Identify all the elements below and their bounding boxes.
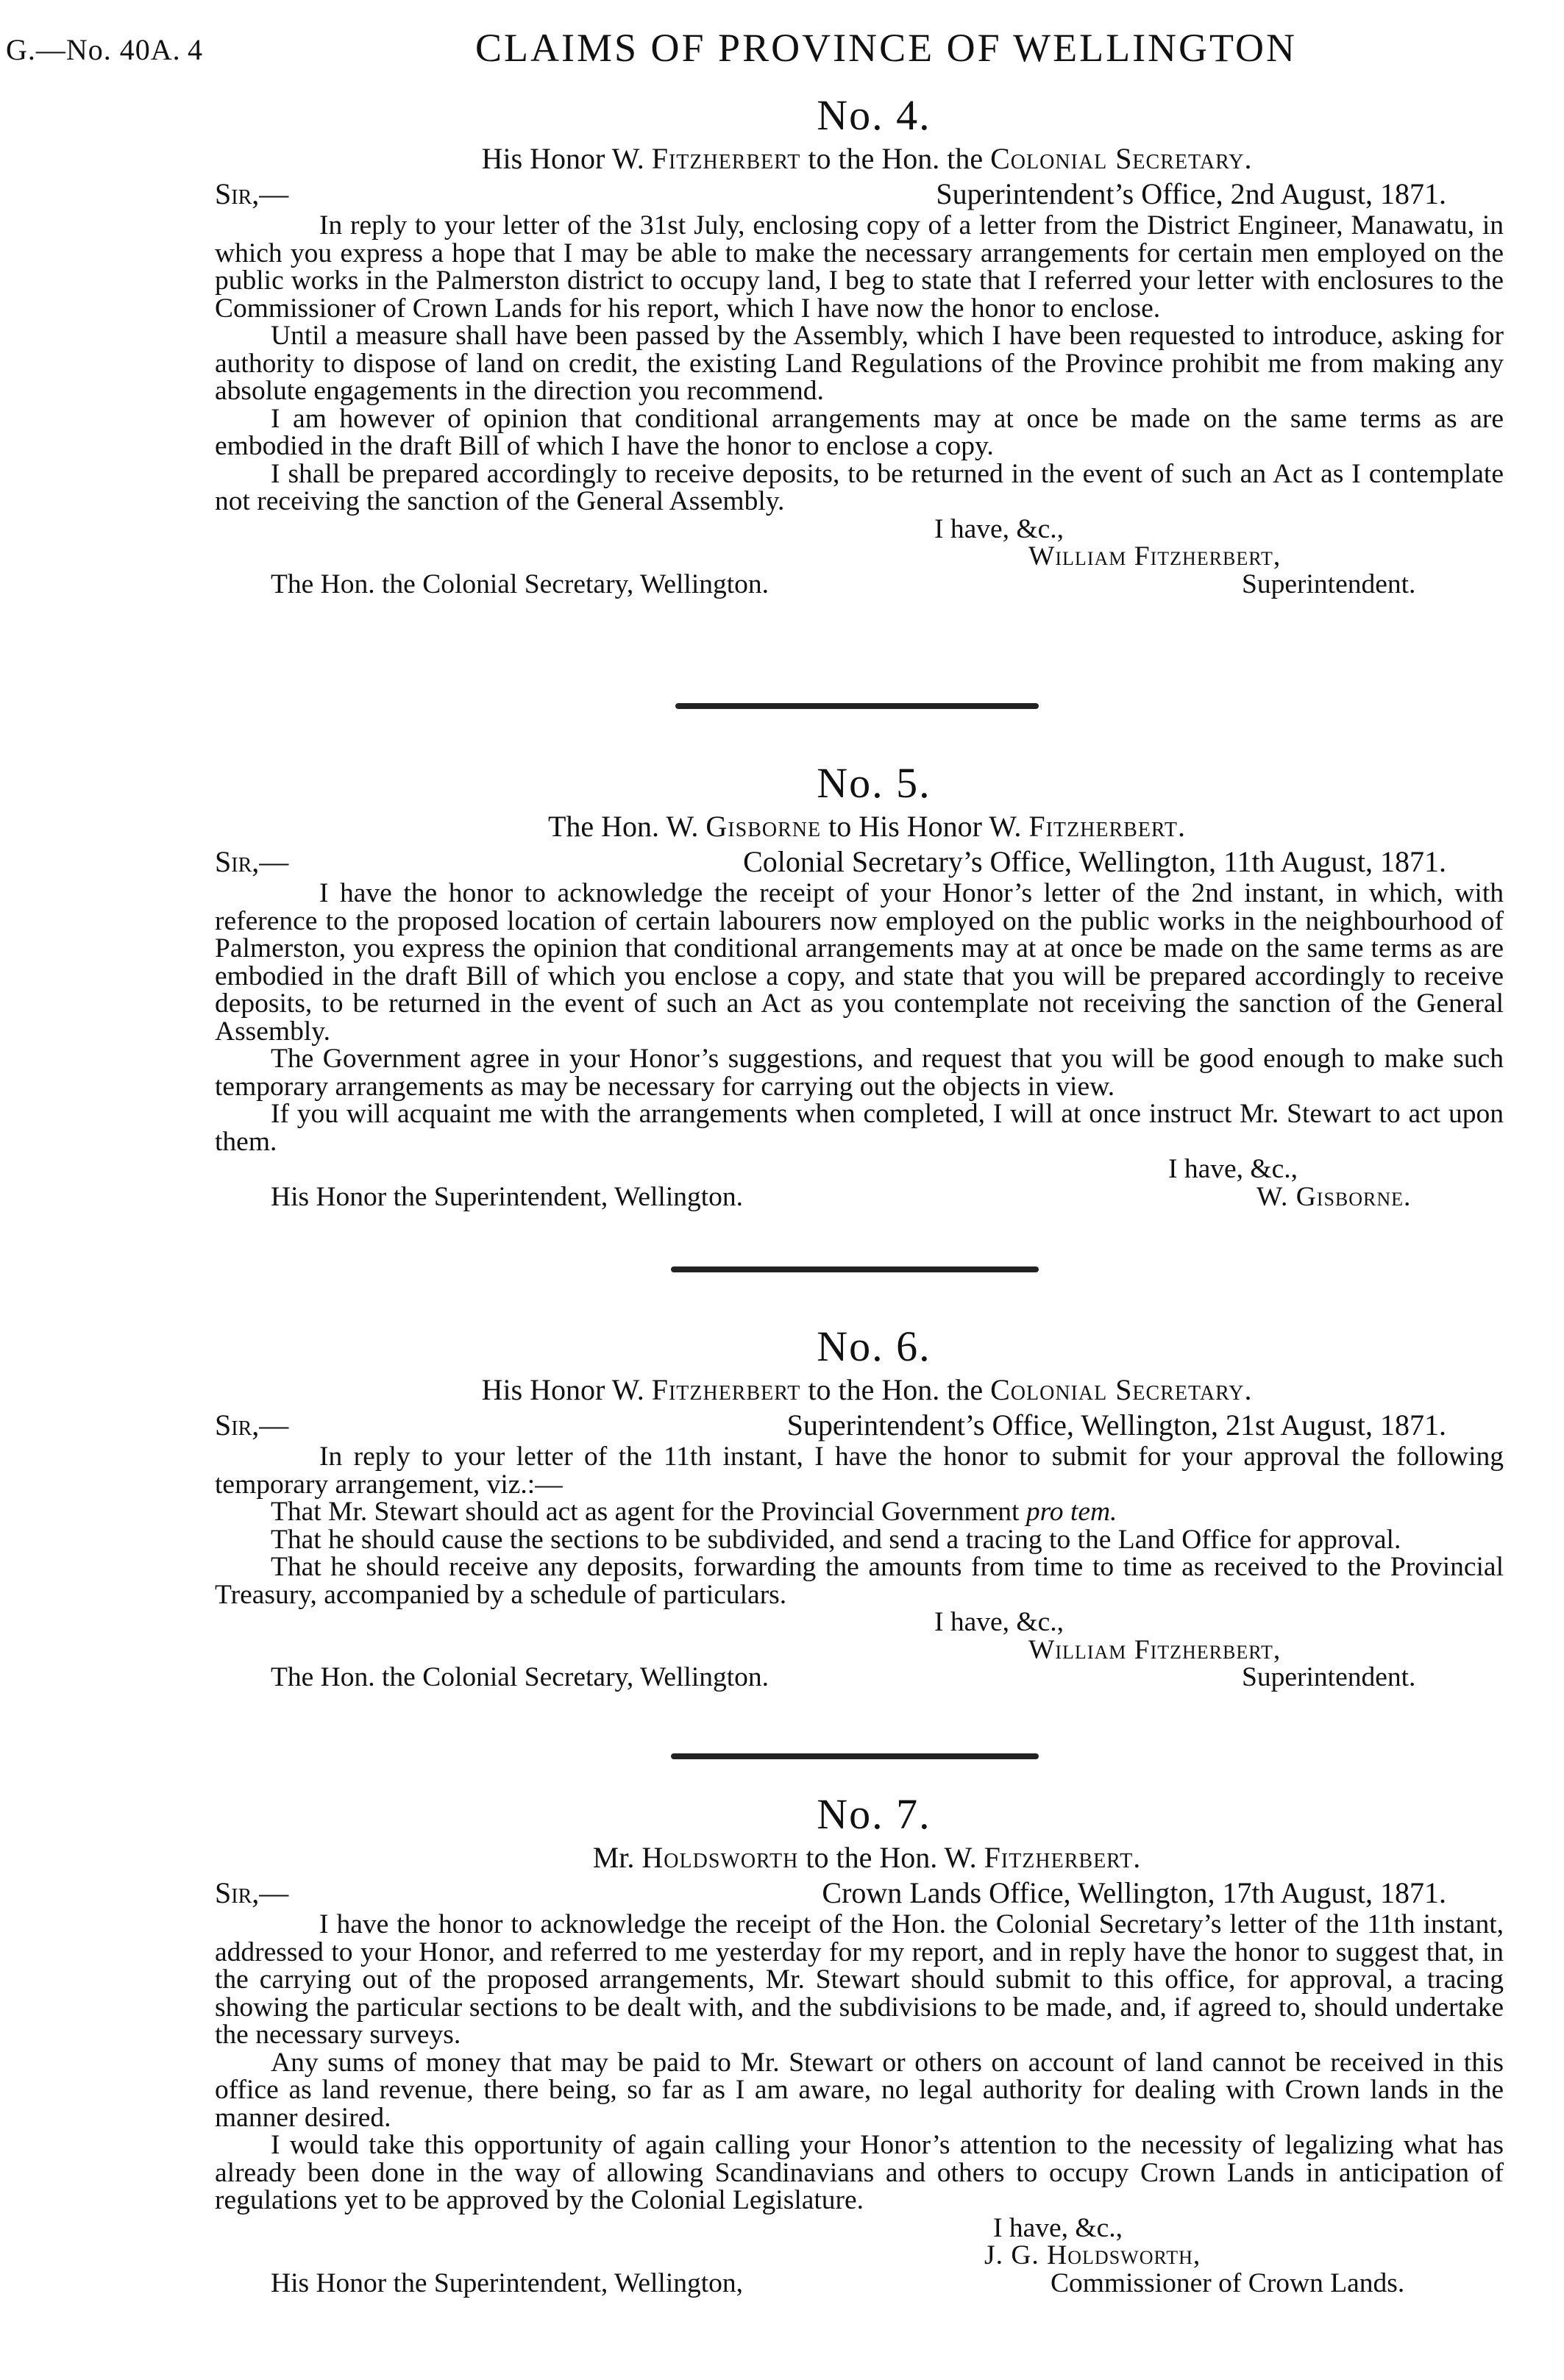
paragraph-text: That Mr. Stewart should act as agent for the Provincial Government [271,1497,1020,1527]
closing: I have, &c., [1168,1154,1298,1184]
page-number: 4 [188,33,202,66]
signature: W. Gisborne. [1256,1181,1412,1212]
section-divider [671,1266,1039,1272]
letter-heading [230,809,1504,844]
addressee: The Hon. the Colonial Secretary, Wellington. [271,1662,769,1692]
paragraph: That he should cause the sections to be subdivided, and send a tracing to the Land Office for approval. [271,1524,1401,1555]
heading-text: His Honor W. [481,1373,652,1406]
heading-text: Mr. [592,1841,642,1874]
signature-block [215,2212,1504,2298]
addressee: The Hon. the Colonial Secretary, Wellington. [271,569,769,599]
signatory-title: Superintendent. [1242,569,1416,599]
heading-sender: Fitzherbert [651,1373,801,1406]
place-date: Crown Lands Office, Wellington, 17th August, 1871. [822,1876,1446,1909]
salutation-line [215,844,1504,880]
letter-no-4 [215,90,1504,598]
letter-number: No. 6. [817,1322,931,1370]
heading-text: to the Hon. the [800,1373,991,1406]
paragraph: The Government agree in your Honor’s suggestions, and request that you will be good enough to make such temporary arrangements as may be necessary for carrying out the objects in view. [215,1044,1504,1102]
paragraph: I shall be prepared accordingly to receive deposits, to be returned in the event of such an Act as I contemplate not receiving the sanction of the General Assembly. [215,458,1504,516]
signature: William Fitzherbert, [1028,541,1282,571]
salutation-line [215,177,1504,212]
heading-recipient: Colonial Secretary [990,142,1245,175]
letter-body [215,1911,1504,2215]
paragraph: I am however of opinion that conditional arrangements may at once be made on the same terms as are embodied in the draft Bill of which I have the honor to enclose a copy. [215,403,1504,461]
salutation: Sir,— [215,1876,289,1909]
letter-no-6 [215,1321,1504,1692]
paragraph: I have the honor to acknowledge the receipt of the Hon. the Colonial Secretary’s letter of the 11th instant, addressed to your Honor, and referred to me yesterday for my report, and in reply have the honor to suggest that, in the carrying out of the proposed arrangements, Mr. Stewart should submit to this office, for approval, a tracing showing the particular sections to be dealt with, and the subdivisions to be made, and, if agreed to, should undertake the necessary surveys. [215,1909,1504,2050]
heading-text: to the Hon. the [800,142,991,175]
paragraph: That he should receive any deposits, forwarding the amounts from time to time as received to the Provincial Treasury, accompanied by a schedule of particulars. [215,1552,1504,1610]
paragraph: In reply to your letter of the 31st July, enclosing copy of a letter from the District Engineer, Manawatu, in which you express a hope that I may be able to make the necessary arrangements for certain men employed on the public works in the Palmerston district to occupy land, I beg to state that I referred your letter with enclosures to the Commissioner of Crown Lands for his report, which I have now the honor to enclose. [215,210,1504,324]
heading-text: The Hon. W. [547,810,706,843]
salutation-line [215,1408,1504,1443]
running-header [0,25,1564,84]
heading-text: His Honor W. [481,142,652,175]
paragraph [215,1498,1504,1526]
signatory-title: Superintendent. [1242,1662,1416,1692]
heading-text: . [1244,142,1252,175]
paper-reference: G.—No. 40A. [6,33,181,66]
signatory-title: Commissioner of Crown Lands. [1051,2267,1405,2298]
place-date: Colonial Secretary’s Office, Wellington, 11th August, 1871. [743,845,1446,878]
addressee: His Honor the Superintendent, Wellington, [271,2267,744,2298]
letter-number: No. 5. [817,759,931,807]
place-date: Superintendent’s Office, Wellington, 21st August, 1871. [786,1408,1446,1442]
place-date: Superintendent’s Office, 2nd August, 1871. [936,177,1446,210]
signature-block [215,1155,1504,1211]
paragraph: In reply to your letter of the 11th instant, I have the honor to submit for your approval the following temporary arrangement, viz.:— [215,1442,1504,1500]
salutation: Sir,— [215,1408,289,1442]
heading-recipient: Colonial Secretary [990,1373,1245,1406]
italic-phrase: pro tem. [1026,1497,1117,1527]
letter-body [215,1443,1504,1608]
paragraph: If you will acquaint me with the arrangements when completed, I will at once instruct Mr. Stewart to act upon them. [215,1099,1504,1157]
section-divider [675,703,1039,709]
heading-text: . [1133,1841,1141,1874]
signature-block [215,513,1504,599]
signature: J. G. Holdsworth, [984,2240,1201,2270]
signature-block [215,1608,1504,1692]
letter-heading [230,1372,1504,1408]
letter-number: No. 4. [817,91,931,139]
letter-body [215,880,1504,1155]
letter-no-5 [215,758,1504,1211]
letter-body [215,212,1504,516]
page-title: CLAIMS OF PROVINCE OF WELLINGTON [475,26,1298,70]
addressee: His Honor the Superintendent, Wellington. [271,1181,744,1212]
closing: I have, &c., [934,1607,1064,1637]
signature: William Fitzherbert, [1028,1634,1282,1665]
letter-number: No. 7. [817,1790,931,1838]
heading-text: to His Honor W. [821,810,1029,843]
heading-text: . [1244,1373,1252,1406]
salutation-line [215,1875,1504,1911]
paragraph: Any sums of money that may be paid to Mr. Stewart or others on account of land cannot be received in this office as land revenue, there being, so far as I am aware, no legal authority for dealing with Crown lands in the manner desired. [215,2047,1504,2133]
letter-no-7 [215,1789,1504,2297]
paragraph: Until a measure shall have been passed by the Assembly, which I have been requested to introduce, asking for authority to dispose of land on credit, the existing Land Regulations of the Province prohibit me from making any absolute engagements in the direction you recommend. [215,321,1504,406]
heading-recipient: Fitzherbert [984,1841,1134,1874]
heading-text: . [1178,810,1186,843]
salutation: Sir,— [215,177,289,210]
heading-sender: Fitzherbert [651,142,801,175]
closing: I have, &c., [993,2212,1123,2243]
heading-sender: Gisborne [705,810,822,843]
closing: I have, &c., [934,513,1064,544]
salutation: Sir,— [215,845,289,878]
heading-recipient: Fitzherbert [1028,810,1179,843]
section-divider [671,1753,1039,1759]
heading-sender: Holdsworth [641,1841,799,1874]
heading-text: to the Hon. W. [798,1841,984,1874]
paragraph: I would take this opportunity of again calling your Honor’s attention to the necessity of legalizing what has already been done in the way of allowing Scandinavians and others to occupy Crown Lands in anticipation of regulations yet to be approved by the Colonial Legislature. [215,2130,1504,2215]
letter-heading [230,141,1504,177]
paragraph: I have the honor to acknowledge the receipt of your Honor’s letter of the 2nd instant, in which, with reference to the proposed location of certain labourers now employed on the public works in the neighbourhood of Palmerston, you express the opinion that conditional arrangements may at at once be made on the same terms as are embodied in the draft Bill of which you enclose a copy, and state that you will be prepared accordingly to receive deposits, to be returned in the event of such an Act as you contemplate not receiving the sanction of the General Assembly. [215,878,1504,1047]
letter-heading [230,1840,1504,1875]
